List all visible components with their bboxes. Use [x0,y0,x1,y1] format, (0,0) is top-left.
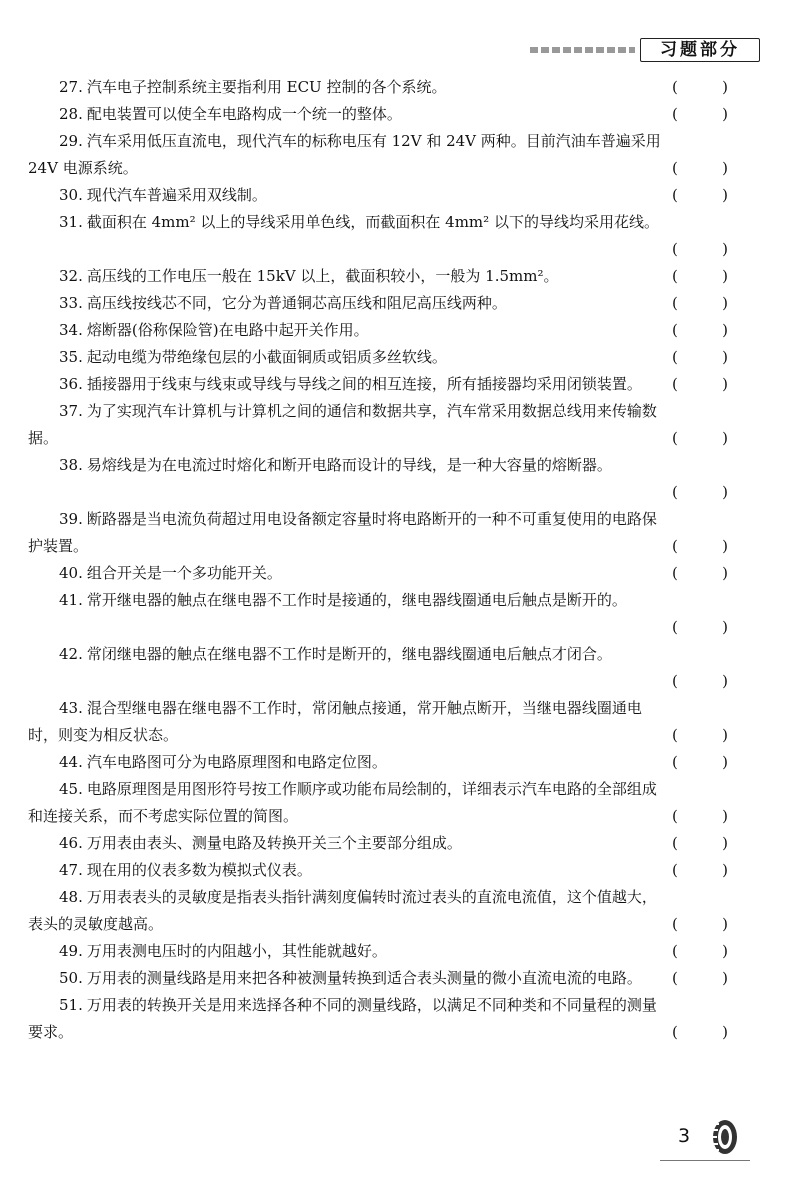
question-item [28,290,728,317]
question-item [28,776,728,830]
question-item [28,587,728,641]
question-text-line [28,452,666,479]
question-text: 现代汽车普遍采用双线制。 [86,186,267,204]
question-text-line [28,776,666,830]
question-text: 熔断器(俗称保险管)在电路中起开关作用。 [86,321,369,339]
answer-row [28,236,728,263]
question-text-line [28,398,666,452]
question-item [28,560,728,587]
answer-parentheses[interactable]: ( ) [672,429,728,447]
question-item [28,263,728,290]
question-item [28,371,728,398]
question-text-line [28,884,666,938]
question-item [28,128,728,182]
question-item [28,506,728,560]
question-number: 49. [59,942,83,960]
answer-parentheses[interactable]: ( ) [672,672,728,690]
answer-parentheses[interactable]: ( ) [672,321,728,339]
question-text: 万用表的测量线路是用来把各种被测量转换到适合表头测量的微小直流电流的电路。 [86,969,642,987]
answer-parentheses[interactable]: ( ) [672,105,728,123]
question-text: 汽车电子控制系统主要指利用 ECU 控制的各个系统。 [86,78,447,96]
question-text: 插接器用于线束与线束或导线与导线之间的相互连接，所有插接器均采用闭锁装置。 [86,375,642,393]
question-text-line [28,830,666,857]
question-text: 常开继电器的触点在继电器不工作时是接通的，继电器线圈通电后触点是断开的。 [86,591,627,609]
question-number: 50. [59,969,83,987]
question-text-line [28,992,666,1046]
question-text: 起动电缆为带绝缘包层的小截面铜质或铝质多丝软线。 [86,348,447,366]
question-text: 电路原理图是用图形符号按工作顺序或功能布局绘制的，详细表示汽车电路的全部组成和连接关系，而不考虑实际位置的简图。 [28,780,657,825]
question-number: 28. [59,105,83,123]
question-number: 43. [59,699,83,717]
question-number: 38. [59,456,83,474]
question-item [28,182,728,209]
question-text-line [28,857,666,884]
answer-parentheses[interactable]: ( ) [672,240,728,258]
question-number: 37. [59,402,83,420]
question-list [28,74,728,1046]
question-item [28,74,728,101]
answer-parentheses[interactable]: ( ) [672,483,728,501]
answer-parentheses[interactable]: ( ) [672,537,728,555]
question-text-line [28,965,666,992]
question-item [28,209,728,263]
question-item [28,101,728,128]
question-text-line [28,74,666,101]
answer-parentheses[interactable]: ( ) [672,834,728,852]
question-item [28,344,728,371]
question-text: 万用表表头的灵敏度是指表头指针满刻度偏转时流过表头的直流电流值，这个值越大，表头的灵敏度越高。 [28,888,657,933]
question-text: 高压线按线芯不同，它分为普通铜芯高压线和阻尼高压线两种。 [86,294,507,312]
question-text: 配电装置可以使全车电路构成一个统一的整体。 [86,105,402,123]
header-dash-decoration [530,47,635,53]
question-text: 汽车电路图可分为电路原理图和电路定位图。 [86,753,387,771]
question-number: 47. [59,861,83,879]
question-text-line [28,209,666,236]
question-number: 34. [59,321,83,339]
question-text-line [28,560,666,587]
question-item [28,938,728,965]
question-text-line [28,101,666,128]
question-item [28,884,728,938]
question-text-line [28,587,666,614]
answer-parentheses[interactable]: ( ) [672,564,728,582]
question-number: 40. [59,564,83,582]
answer-row [28,614,728,641]
question-item [28,398,728,452]
question-text: 常闭继电器的触点在继电器不工作时是断开的，继电器线圈通电后触点才闭合。 [86,645,612,663]
question-number: 36. [59,375,83,393]
question-text-line [28,641,666,668]
question-text: 截面积在 4mm² 以上的导线采用单色线，而截面积在 4mm² 以下的导线均采用花线。 [86,213,659,231]
answer-parentheses[interactable]: ( ) [672,1023,728,1041]
tire-icon [707,1118,739,1156]
question-number: 44. [59,753,83,771]
question-text-line [28,938,666,965]
question-text-line [28,695,666,749]
question-number: 48. [59,888,83,906]
question-text-line [28,128,666,182]
question-number: 51. [59,996,83,1014]
answer-parentheses[interactable]: ( ) [672,348,728,366]
answer-parentheses[interactable]: ( ) [672,186,728,204]
answer-parentheses[interactable]: ( ) [672,753,728,771]
question-number: 30. [59,186,83,204]
question-number: 32. [59,267,83,285]
question-text: 组合开关是一个多功能开关。 [86,564,282,582]
answer-parentheses[interactable]: ( ) [672,861,728,879]
question-number: 29. [59,132,83,150]
page-header [530,37,760,63]
question-text: 为了实现汽车计算机与计算机之间的通信和数据共享，汽车常采用数据总线用来传输数据。 [28,402,657,447]
question-text: 万用表由表头、测量电路及转换开关三个主要部分组成。 [86,834,462,852]
answer-parentheses[interactable]: ( ) [672,375,728,393]
answer-row [28,668,728,695]
question-number: 39. [59,510,83,528]
question-text: 汽车采用低压直流电，现代汽车的标称电压有 12V 和 24V 两种。目前汽油车普遍采用 24V 电源系统。 [28,132,661,177]
answer-parentheses[interactable]: ( ) [672,807,728,825]
page-number: 3 [678,1125,691,1147]
section-label: 习题部分 [640,38,760,62]
answer-row [28,479,728,506]
question-number: 45. [59,780,83,798]
question-text-line [28,263,666,290]
answer-parentheses[interactable]: ( ) [672,726,728,744]
question-text-line [28,317,666,344]
question-number: 27. [59,78,83,96]
answer-parentheses[interactable]: ( ) [672,78,728,96]
question-item [28,695,728,749]
question-text: 高压线的工作电压一般在 15kV 以上，截面积较小，一般为 1.5mm²。 [86,267,559,285]
question-number: 42. [59,645,83,663]
answer-parentheses[interactable]: ( ) [672,969,728,987]
question-item [28,857,728,884]
answer-parentheses[interactable]: ( ) [672,618,728,636]
question-number: 35. [59,348,83,366]
question-number: 46. [59,834,83,852]
question-item [28,317,728,344]
question-text: 万用表测电压时的内阻越小，其性能就越好。 [86,942,387,960]
question-item [28,641,728,695]
answer-parentheses[interactable]: ( ) [672,915,728,933]
question-text-line [28,344,666,371]
question-text: 混合型继电器在继电器不工作时，常闭触点接通，常开触点断开，当继电器线圈通电时，则变为相反状态。 [28,699,642,744]
question-text-line [28,290,666,317]
answer-parentheses[interactable]: ( ) [672,159,728,177]
question-item [28,830,728,857]
answer-parentheses[interactable]: ( ) [672,267,728,285]
answer-parentheses[interactable]: ( ) [672,942,728,960]
question-item [28,965,728,992]
question-number: 31. [59,213,83,231]
question-item [28,992,728,1046]
question-text: 断路器是当电流负荷超过用电设备额定容量时将电路断开的一种不可重复使用的电路保护装置。 [28,510,657,555]
question-text: 万用表的转换开关是用来选择各种不同的测量线路，以满足不同种类和不同量程的测量要求。 [28,996,657,1041]
question-text-line [28,506,666,560]
question-text-line [28,182,666,209]
question-text-line [28,749,666,776]
footer-divider [660,1160,750,1161]
answer-parentheses[interactable]: ( ) [672,294,728,312]
question-item [28,452,728,506]
question-text: 易熔线是为在电流过时熔化和断开电路而设计的导线，是一种大容量的熔断器。 [86,456,612,474]
question-number: 33. [59,294,83,312]
question-number: 41. [59,591,83,609]
question-item [28,749,728,776]
question-text: 现在用的仪表多数为模拟式仪表。 [86,861,312,879]
question-text-line [28,371,666,398]
